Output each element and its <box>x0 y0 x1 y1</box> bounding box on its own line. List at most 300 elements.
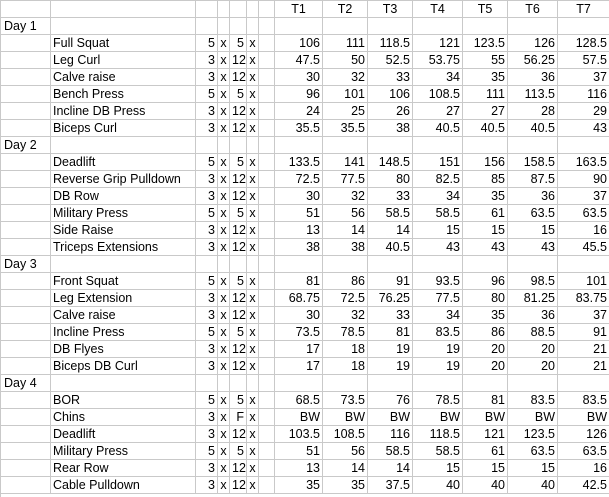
empty-cell[interactable] <box>275 137 323 154</box>
empty-cell[interactable] <box>1 426 51 443</box>
weight-value-cell[interactable]: 91 <box>558 324 609 341</box>
empty-cell[interactable] <box>413 375 463 392</box>
weight-value-cell[interactable]: 85 <box>463 171 508 188</box>
sets-cell[interactable]: 5 <box>196 35 218 52</box>
sets-cell[interactable]: 3 <box>196 409 218 426</box>
weight-value-cell[interactable]: 19 <box>368 358 413 375</box>
empty-cell[interactable] <box>1 1 51 18</box>
weight-value-cell[interactable]: 14 <box>323 222 368 239</box>
empty-cell[interactable] <box>218 137 230 154</box>
weight-value-cell[interactable]: 19 <box>368 341 413 358</box>
weight-value-cell[interactable]: 57.5 <box>558 52 609 69</box>
exercise-name-cell[interactable]: Cable Pulldown <box>51 477 196 494</box>
weight-value-cell[interactable]: 13 <box>275 460 323 477</box>
reps-cell[interactable]: 12 <box>232 359 246 373</box>
weight-value-cell[interactable]: 34 <box>413 69 463 86</box>
weight-value-cell[interactable]: 47.5 <box>275 52 323 69</box>
weight-value-cell[interactable]: 72.5 <box>275 171 323 188</box>
weight-value-cell[interactable]: 101 <box>323 86 368 103</box>
weight-value-cell[interactable]: 32 <box>323 69 368 86</box>
empty-cell[interactable] <box>51 1 196 18</box>
times-symbol-cell[interactable]: x <box>218 205 230 222</box>
empty-cell[interactable] <box>196 137 218 154</box>
sets-cell[interactable]: 3 <box>196 307 218 324</box>
weight-value-cell[interactable]: 19 <box>413 358 463 375</box>
empty-cell[interactable] <box>1 52 51 69</box>
empty-cell[interactable] <box>463 18 508 35</box>
empty-cell[interactable] <box>558 18 609 35</box>
weight-value-cell[interactable]: 77.5 <box>323 171 368 188</box>
weight-value-cell[interactable]: 116 <box>368 426 413 443</box>
weight-value-cell[interactable]: 87.5 <box>508 171 558 188</box>
times-symbol-cell[interactable]: x <box>247 273 259 290</box>
weight-value-cell[interactable]: BW <box>323 409 368 426</box>
times-symbol-cell[interactable]: x <box>218 341 230 358</box>
weight-value-cell[interactable]: 43 <box>463 239 508 256</box>
column-header-t6[interactable]: T6 <box>508 1 558 18</box>
reps-cell[interactable]: 12 <box>232 291 246 305</box>
weight-value-cell[interactable]: 20 <box>508 341 558 358</box>
sets-cell[interactable]: 3 <box>196 171 218 188</box>
empty-cell[interactable] <box>1 120 51 137</box>
weight-value-cell[interactable]: 72.5 <box>323 290 368 307</box>
weight-value-cell[interactable]: 25 <box>323 103 368 120</box>
weight-value-cell[interactable]: 20 <box>463 341 508 358</box>
weight-value-cell[interactable]: 17 <box>275 358 323 375</box>
weight-value-cell[interactable]: 93.5 <box>413 273 463 290</box>
empty-cell[interactable] <box>275 18 323 35</box>
weight-value-cell[interactable]: 40.5 <box>413 120 463 137</box>
empty-cell[interactable] <box>259 205 275 222</box>
reps-cell[interactable]: 12 <box>232 189 246 203</box>
weight-value-cell[interactable]: 106 <box>368 86 413 103</box>
empty-cell[interactable] <box>259 443 275 460</box>
weight-value-cell[interactable]: 83.5 <box>413 324 463 341</box>
reps-cell[interactable]: 5 <box>230 154 247 171</box>
empty-cell[interactable] <box>259 256 275 273</box>
weight-value-cell[interactable]: 151 <box>413 154 463 171</box>
empty-cell[interactable] <box>1 239 51 256</box>
weight-value-cell[interactable]: BW <box>275 409 323 426</box>
times-symbol-cell[interactable]: x <box>247 69 259 86</box>
sets-cell[interactable]: 3 <box>196 222 218 239</box>
weight-value-cell[interactable]: 55 <box>463 52 508 69</box>
empty-cell[interactable] <box>259 86 275 103</box>
times-symbol-cell[interactable]: x <box>218 222 230 239</box>
times-symbol-cell[interactable]: x <box>218 171 230 188</box>
empty-cell[interactable] <box>51 18 196 35</box>
weight-value-cell[interactable]: 81.25 <box>508 290 558 307</box>
empty-cell[interactable] <box>1 460 51 477</box>
weight-value-cell[interactable]: 52.5 <box>368 52 413 69</box>
reps-cell[interactable]: 5 <box>230 86 247 103</box>
times-symbol-cell[interactable]: x <box>247 324 259 341</box>
times-symbol-cell[interactable]: x <box>218 290 230 307</box>
weight-value-cell[interactable]: 15 <box>463 460 508 477</box>
times-symbol-cell[interactable]: x <box>218 52 230 69</box>
exercise-name-cell[interactable]: Calve raise <box>51 69 196 86</box>
exercise-name-cell[interactable]: Leg Extension <box>51 290 196 307</box>
empty-cell[interactable] <box>1 477 51 494</box>
reps-cell[interactable]: 12 <box>232 342 246 356</box>
exercise-name-cell[interactable]: BOR <box>51 392 196 409</box>
weight-value-cell[interactable]: 21 <box>558 358 609 375</box>
weight-value-cell[interactable]: 50 <box>323 52 368 69</box>
empty-cell[interactable] <box>259 409 275 426</box>
times-symbol-cell[interactable]: x <box>247 460 259 477</box>
weight-value-cell[interactable]: 113.5 <box>508 86 558 103</box>
empty-cell[interactable] <box>1 188 51 205</box>
exercise-name-cell[interactable]: Deadlift <box>51 154 196 171</box>
empty-cell[interactable] <box>463 256 508 273</box>
weight-value-cell[interactable]: 111 <box>463 86 508 103</box>
empty-cell[interactable] <box>259 154 275 171</box>
weight-value-cell[interactable]: 163.5 <box>558 154 609 171</box>
weight-value-cell[interactable]: 32 <box>323 188 368 205</box>
empty-cell[interactable] <box>1 35 51 52</box>
weight-value-cell[interactable]: 14 <box>323 460 368 477</box>
empty-cell[interactable] <box>1 409 51 426</box>
empty-cell[interactable] <box>259 375 275 392</box>
weight-value-cell[interactable]: 58.5 <box>368 205 413 222</box>
empty-cell[interactable] <box>51 256 196 273</box>
weight-value-cell[interactable]: 63.5 <box>558 205 609 222</box>
reps-cell[interactable]: F <box>230 409 247 426</box>
weight-value-cell[interactable]: 68.5 <box>275 392 323 409</box>
empty-cell[interactable] <box>1 341 51 358</box>
reps-cell[interactable]: 12 <box>232 308 246 322</box>
weight-value-cell[interactable]: 98.5 <box>508 273 558 290</box>
weight-value-cell[interactable]: 36 <box>508 307 558 324</box>
weight-value-cell[interactable]: 73.5 <box>275 324 323 341</box>
sets-cell[interactable]: 5 <box>196 324 218 341</box>
weight-value-cell[interactable]: 36 <box>508 188 558 205</box>
weight-value-cell[interactable]: 24 <box>275 103 323 120</box>
times-symbol-cell[interactable]: x <box>218 69 230 86</box>
weight-value-cell[interactable]: 35 <box>323 477 368 494</box>
sets-cell[interactable]: 3 <box>196 426 218 443</box>
reps-cell[interactable]: 12 <box>232 104 246 118</box>
reps-cell[interactable]: 5 <box>230 273 247 290</box>
weight-value-cell[interactable]: 40.5 <box>368 239 413 256</box>
empty-cell[interactable] <box>413 18 463 35</box>
empty-cell[interactable] <box>196 18 218 35</box>
exercise-name-cell[interactable]: Triceps Extensions <box>51 239 196 256</box>
empty-cell[interactable] <box>230 137 247 154</box>
exercise-name-cell[interactable]: Military Press <box>51 205 196 222</box>
day-label-cell[interactable]: Day 4 <box>1 375 51 392</box>
sets-cell[interactable]: 3 <box>196 239 218 256</box>
day-label-cell[interactable]: Day 3 <box>1 256 51 273</box>
weight-value-cell[interactable]: 63.5 <box>558 443 609 460</box>
times-symbol-cell[interactable]: x <box>247 341 259 358</box>
times-symbol-cell[interactable]: x <box>247 188 259 205</box>
exercise-name-cell[interactable]: DB Row <box>51 188 196 205</box>
empty-cell[interactable] <box>247 18 259 35</box>
empty-cell[interactable] <box>558 137 609 154</box>
reps-cell[interactable]: 12 <box>232 223 246 237</box>
weight-value-cell[interactable]: 123.5 <box>508 426 558 443</box>
exercise-name-cell[interactable]: Deadlift <box>51 426 196 443</box>
weight-value-cell[interactable]: 91 <box>368 273 413 290</box>
exercise-name-cell[interactable]: Biceps Curl <box>51 120 196 137</box>
weight-value-cell[interactable]: 33 <box>368 307 413 324</box>
times-symbol-cell[interactable]: x <box>218 307 230 324</box>
empty-cell[interactable] <box>508 256 558 273</box>
weight-value-cell[interactable]: 51 <box>275 443 323 460</box>
times-symbol-cell[interactable]: x <box>218 460 230 477</box>
weight-value-cell[interactable]: 13 <box>275 222 323 239</box>
exercise-name-cell[interactable]: Side Raise <box>51 222 196 239</box>
empty-cell[interactable] <box>259 477 275 494</box>
weight-value-cell[interactable]: 40 <box>413 477 463 494</box>
weight-value-cell[interactable]: 43 <box>558 120 609 137</box>
sets-cell[interactable]: 3 <box>196 69 218 86</box>
weight-value-cell[interactable]: 81 <box>368 324 413 341</box>
weight-value-cell[interactable]: 14 <box>368 460 413 477</box>
empty-cell[interactable] <box>259 358 275 375</box>
weight-value-cell[interactable]: 76.25 <box>368 290 413 307</box>
times-symbol-cell[interactable]: x <box>247 358 259 375</box>
sets-cell[interactable]: 3 <box>196 103 218 120</box>
exercise-name-cell[interactable]: DB Flyes <box>51 341 196 358</box>
sets-cell[interactable]: 5 <box>196 154 218 171</box>
exercise-name-cell[interactable]: Calve raise <box>51 307 196 324</box>
empty-cell[interactable] <box>1 307 51 324</box>
empty-cell[interactable] <box>259 120 275 137</box>
empty-cell[interactable] <box>1 443 51 460</box>
sets-cell[interactable]: 3 <box>196 52 218 69</box>
weight-value-cell[interactable]: 35 <box>463 69 508 86</box>
weight-value-cell[interactable]: 16 <box>558 222 609 239</box>
weight-value-cell[interactable]: 77.5 <box>413 290 463 307</box>
weight-value-cell[interactable]: 37 <box>558 69 609 86</box>
empty-cell[interactable] <box>1 290 51 307</box>
empty-cell[interactable] <box>259 460 275 477</box>
weight-value-cell[interactable]: 81 <box>275 273 323 290</box>
empty-cell[interactable] <box>1 171 51 188</box>
weight-value-cell[interactable]: 141 <box>323 154 368 171</box>
sets-cell[interactable]: 3 <box>196 358 218 375</box>
reps-cell[interactable]: 5 <box>230 324 247 341</box>
weight-value-cell[interactable]: BW <box>508 409 558 426</box>
empty-cell[interactable] <box>259 273 275 290</box>
empty-cell[interactable] <box>259 171 275 188</box>
times-symbol-cell[interactable]: x <box>247 426 259 443</box>
times-symbol-cell[interactable]: x <box>247 171 259 188</box>
exercise-name-cell[interactable]: Rear Row <box>51 460 196 477</box>
weight-value-cell[interactable]: 29 <box>558 103 609 120</box>
weight-value-cell[interactable]: 90 <box>558 171 609 188</box>
sets-cell[interactable]: 5 <box>196 392 218 409</box>
times-symbol-cell[interactable]: x <box>218 103 230 120</box>
empty-cell[interactable] <box>323 137 368 154</box>
times-symbol-cell[interactable]: x <box>218 239 230 256</box>
weight-value-cell[interactable]: 15 <box>508 460 558 477</box>
empty-cell[interactable] <box>275 375 323 392</box>
empty-cell[interactable] <box>508 137 558 154</box>
times-symbol-cell[interactable]: x <box>247 35 259 52</box>
weight-value-cell[interactable]: 58.5 <box>413 205 463 222</box>
empty-cell[interactable] <box>259 290 275 307</box>
sets-cell[interactable]: 3 <box>196 290 218 307</box>
empty-cell[interactable] <box>259 69 275 86</box>
weight-value-cell[interactable]: 123.5 <box>463 35 508 52</box>
empty-cell[interactable] <box>196 375 218 392</box>
empty-cell[interactable] <box>230 1 247 18</box>
empty-cell[interactable] <box>1 324 51 341</box>
weight-value-cell[interactable]: 83.5 <box>508 392 558 409</box>
weight-value-cell[interactable]: 58.5 <box>368 443 413 460</box>
weight-value-cell[interactable]: 96 <box>275 86 323 103</box>
weight-value-cell[interactable]: 96 <box>463 273 508 290</box>
exercise-name-cell[interactable]: Bench Press <box>51 86 196 103</box>
weight-value-cell[interactable]: 80 <box>368 171 413 188</box>
reps-cell[interactable]: 12 <box>232 70 246 84</box>
weight-value-cell[interactable]: 35 <box>463 188 508 205</box>
weight-value-cell[interactable]: 16 <box>558 460 609 477</box>
reps-cell[interactable]: 5 <box>230 35 247 52</box>
empty-cell[interactable] <box>247 375 259 392</box>
weight-value-cell[interactable]: 20 <box>463 358 508 375</box>
empty-cell[interactable] <box>368 256 413 273</box>
weight-value-cell[interactable]: 38 <box>275 239 323 256</box>
weight-value-cell[interactable]: 32 <box>323 307 368 324</box>
weight-value-cell[interactable]: 38 <box>323 239 368 256</box>
weight-value-cell[interactable]: 17 <box>275 341 323 358</box>
empty-cell[interactable] <box>259 103 275 120</box>
weight-value-cell[interactable]: 40.5 <box>508 120 558 137</box>
weight-value-cell[interactable]: 33 <box>368 69 413 86</box>
times-symbol-cell[interactable]: x <box>247 222 259 239</box>
weight-value-cell[interactable]: 18 <box>323 358 368 375</box>
weight-value-cell[interactable]: 15 <box>413 460 463 477</box>
sets-cell[interactable]: 3 <box>196 460 218 477</box>
empty-cell[interactable] <box>230 375 247 392</box>
weight-value-cell[interactable]: 68.75 <box>275 290 323 307</box>
reps-cell[interactable]: 12 <box>232 461 246 475</box>
empty-cell[interactable] <box>259 307 275 324</box>
empty-cell[interactable] <box>323 256 368 273</box>
weight-value-cell[interactable]: BW <box>368 409 413 426</box>
weight-value-cell[interactable]: 40.5 <box>463 120 508 137</box>
weight-value-cell[interactable]: 61 <box>463 443 508 460</box>
empty-cell[interactable] <box>259 324 275 341</box>
empty-cell[interactable] <box>51 375 196 392</box>
weight-value-cell[interactable]: 34 <box>413 307 463 324</box>
exercise-name-cell[interactable]: Military Press <box>51 443 196 460</box>
weight-value-cell[interactable]: 80 <box>463 290 508 307</box>
empty-cell[interactable] <box>508 375 558 392</box>
weight-value-cell[interactable]: 30 <box>275 307 323 324</box>
weight-value-cell[interactable]: 34 <box>413 188 463 205</box>
exercise-name-cell[interactable]: Incline Press <box>51 324 196 341</box>
weight-value-cell[interactable]: 78.5 <box>413 392 463 409</box>
weight-value-cell[interactable]: 37 <box>558 307 609 324</box>
weight-value-cell[interactable]: 82.5 <box>413 171 463 188</box>
reps-cell[interactable]: 12 <box>232 240 246 254</box>
weight-value-cell[interactable]: 20 <box>508 358 558 375</box>
weight-value-cell[interactable]: 35.5 <box>275 120 323 137</box>
times-symbol-cell[interactable]: x <box>247 86 259 103</box>
weight-value-cell[interactable]: 86 <box>323 273 368 290</box>
empty-cell[interactable] <box>368 375 413 392</box>
times-symbol-cell[interactable]: x <box>247 477 259 494</box>
weight-value-cell[interactable]: 27 <box>413 103 463 120</box>
times-symbol-cell[interactable]: x <box>247 239 259 256</box>
times-symbol-cell[interactable]: x <box>218 188 230 205</box>
reps-cell[interactable]: 12 <box>232 427 246 441</box>
empty-cell[interactable] <box>230 256 247 273</box>
weight-value-cell[interactable]: 56.25 <box>508 52 558 69</box>
weight-value-cell[interactable]: 40 <box>463 477 508 494</box>
empty-cell[interactable] <box>230 18 247 35</box>
weight-value-cell[interactable]: 111 <box>323 35 368 52</box>
times-symbol-cell[interactable]: x <box>218 324 230 341</box>
sets-cell[interactable]: 3 <box>196 188 218 205</box>
weight-value-cell[interactable]: BW <box>463 409 508 426</box>
weight-value-cell[interactable]: 18 <box>323 341 368 358</box>
weight-value-cell[interactable]: 86 <box>463 324 508 341</box>
weight-value-cell[interactable]: 78.5 <box>323 324 368 341</box>
times-symbol-cell[interactable]: x <box>247 154 259 171</box>
empty-cell[interactable] <box>247 1 259 18</box>
weight-value-cell[interactable]: 28 <box>508 103 558 120</box>
times-symbol-cell[interactable]: x <box>247 120 259 137</box>
sets-cell[interactable]: 3 <box>196 341 218 358</box>
weight-value-cell[interactable]: 116 <box>558 86 609 103</box>
weight-value-cell[interactable]: 133.5 <box>275 154 323 171</box>
empty-cell[interactable] <box>218 375 230 392</box>
exercise-name-cell[interactable]: Full Squat <box>51 35 196 52</box>
times-symbol-cell[interactable]: x <box>247 290 259 307</box>
weight-value-cell[interactable]: 37.5 <box>368 477 413 494</box>
empty-cell[interactable] <box>508 18 558 35</box>
weight-value-cell[interactable]: 83.5 <box>558 392 609 409</box>
weight-value-cell[interactable]: 121 <box>463 426 508 443</box>
weight-value-cell[interactable]: 118.5 <box>413 426 463 443</box>
times-symbol-cell[interactable]: x <box>218 477 230 494</box>
weight-value-cell[interactable]: 35 <box>463 307 508 324</box>
weight-value-cell[interactable]: 63.5 <box>508 443 558 460</box>
empty-cell[interactable] <box>259 52 275 69</box>
column-header-t5[interactable]: T5 <box>463 1 508 18</box>
column-header-t2[interactable]: T2 <box>323 1 368 18</box>
sets-cell[interactable]: 5 <box>196 205 218 222</box>
empty-cell[interactable] <box>218 18 230 35</box>
empty-cell[interactable] <box>1 358 51 375</box>
weight-value-cell[interactable]: 56 <box>323 443 368 460</box>
sets-cell[interactable]: 5 <box>196 443 218 460</box>
weight-value-cell[interactable]: 37 <box>558 188 609 205</box>
sets-cell[interactable]: 3 <box>196 477 218 494</box>
day-label-cell[interactable]: Day 1 <box>1 18 51 35</box>
weight-value-cell[interactable]: 128.5 <box>558 35 609 52</box>
empty-cell[interactable] <box>259 341 275 358</box>
weight-value-cell[interactable]: 118.5 <box>368 35 413 52</box>
empty-cell[interactable] <box>259 392 275 409</box>
empty-cell[interactable] <box>558 375 609 392</box>
weight-value-cell[interactable]: 26 <box>368 103 413 120</box>
weight-value-cell[interactable]: 63.5 <box>508 205 558 222</box>
times-symbol-cell[interactable]: x <box>247 409 259 426</box>
weight-value-cell[interactable]: 40 <box>508 477 558 494</box>
reps-cell[interactable]: 5 <box>230 443 247 460</box>
empty-cell[interactable] <box>247 137 259 154</box>
empty-cell[interactable] <box>259 239 275 256</box>
column-header-t7[interactable]: T7 <box>558 1 609 18</box>
weight-value-cell[interactable]: 35 <box>275 477 323 494</box>
